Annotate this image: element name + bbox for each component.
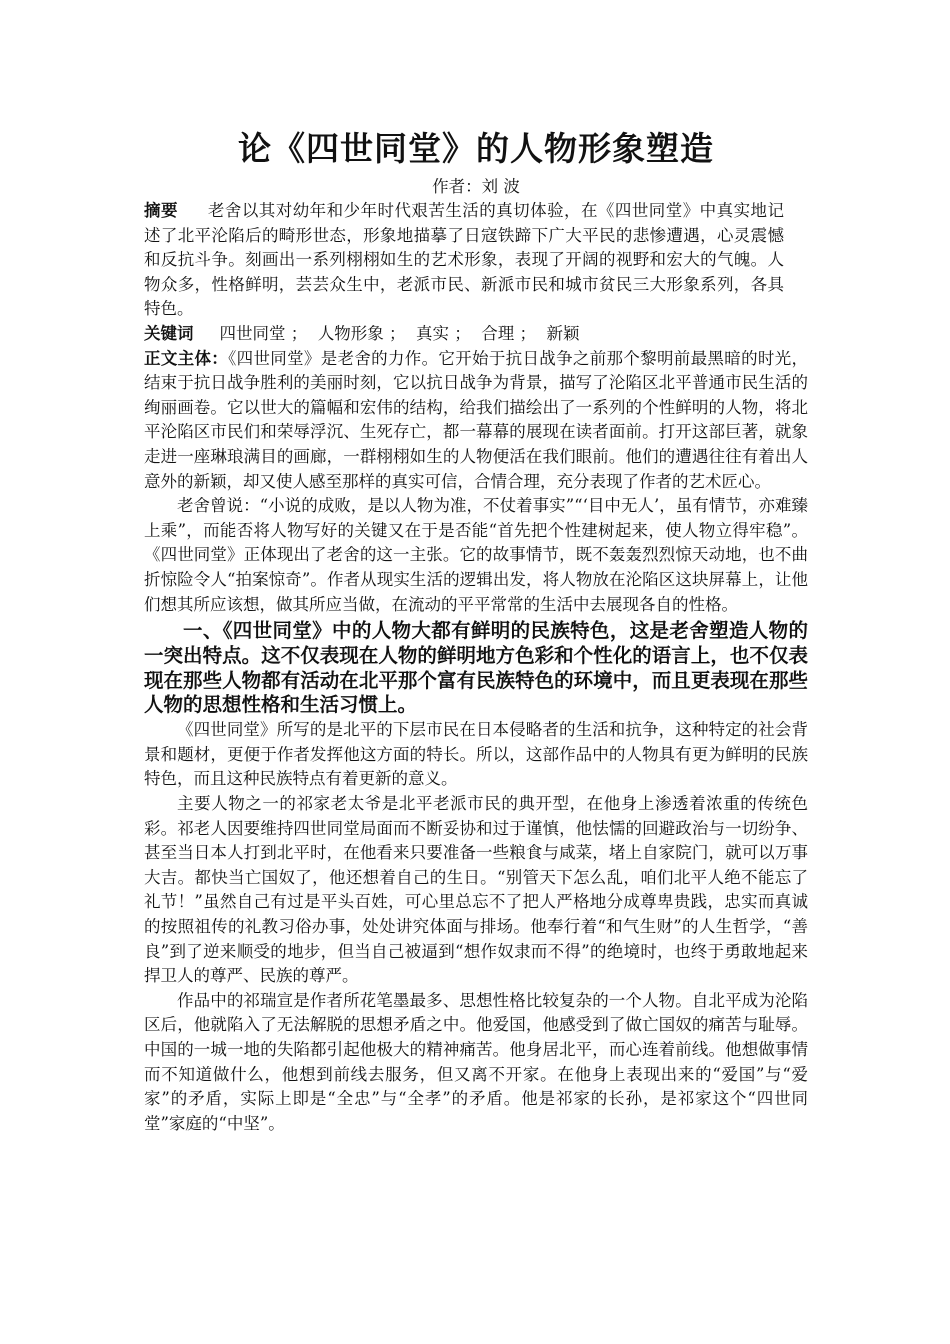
body-label: 正文主体： xyxy=(144,348,229,368)
keywords-line xyxy=(144,322,808,347)
body-paragraph: 老舍曾说：“小说的成败，是以人物为准，不仗着事实”“‘目中无人’，虽有情节，亦难臻上乘”，而能否将人物写好的关键又在于是否能“首先把个性建树起来，使人物立得牢稳”。《四世同堂》正体现出了老舍的这一主张。它的故事情节，既不轰轰烈烈惊天动地，也不曲折惊险令人“拍案惊奇”。作者从现实生活的逻辑出发，将人物放在沦陷区这块屏幕上，让他们想其所应该想，做其所应当做，在流动的平平常常的生活中去展现各自的性格。 xyxy=(144,496,808,614)
abstract-text: 老舍以其对幼年和少年时代艰苦生活的真切体验，在《四世同堂》中真实地记述了北平沦陷后的畸形世态，形象地描摹了日寇铁蹄下广大平民的悲惨遭遇，心灵震憾和反抗斗争。刻画出一系列栩栩如生的艺术形象，表现了开阔的视野和宏大的气魄。人物众多，性格鲜明，芸芸众生中，老派市民、新派市民和城市贫民三大形象系列，各具特色。 xyxy=(144,201,785,319)
body-paragraph xyxy=(144,347,808,495)
body-paragraph: 作品中的祁瑞宣是作者所花笔墨最多、思想性格比较复杂的一个人物。自北平成为沦陷区后，他就陷入了无法解脱的思想矛盾之中。他爱国，他感受到了做亡国奴的痛苦与耻辱。中国的一城一地的失陷都引起他极大的精神痛苦。他身居北平，而心连着前线。他想做事情而不知道做什么，他想到前线去服务，但又离不开家。在他身上表现出来的“爱国”与“爱家”的矛盾，实际上即是“全忠”与“全孝”的矛盾。他是祁家的长孙，是祁家这个“四世同堂”家庭的“中坚”。 xyxy=(144,990,808,1133)
abstract-label: 摘要 xyxy=(144,201,178,220)
section-heading: 一、《四世同堂》中的人物大都有鲜明的民族特色，这是老舍塑造人物的一突出特点。这不仅表现在人物的鲜明地方色彩和个性化的语言上，也不仅表现在那些人物都有活动在北平那个富有民族特色的环境中，而且更表现在那些人物的思想性格和生活习惯上。 xyxy=(144,619,808,717)
author-line: 作者：刘 波 xyxy=(432,177,520,196)
body-paragraph-text: 《四世同堂》是老舍的力作。它开始于抗日战争之前那个黎明前最黑暗的时光，结束于抗日战争胜利的美丽时刻，它以抗日战争为背景，描写了沦陷区北平普通市民生活的绚丽画卷。它以世大的篇幅和宏伟的结构，给我们描绘出了一系列的个性鲜明的人物，将北平沦陷区市民们和荣辱浮沉、生死存亡，都一幕幕的展现在读者面前。打开这部巨著，就象走进一座琳琅满目的画廊，一群栩栩如生的人物便活在我们眼前。他们的遭遇往往有着出人意外的新颖，却又使人感至那样的真实可信，合情合理，充分表现了作者的艺术匠心。 xyxy=(144,348,809,491)
body-paragraph: 《四世同堂》所写的是北平的下层市民在日本侵略者的生活和抗争，这种特定的社会背景和题材，更便于作者发挥他这方面的特长。所以，这部作品中的人物具有更为鲜明的民族特色，而且这种民族特点有着更新的意义。 xyxy=(144,720,808,789)
keywords-label: 关键词 xyxy=(144,323,194,343)
body-paragraph: 主要人物之一的祁家老太爷是北平老派市民的典开型，在他身上渗透着浓重的传统色彩。祁老人因要维持四世同堂局面而不断妥协和过于谨慎，他怯懦的回避政治与一切纷争、甚至当日本人打到北平时，在他看来只要准备一些粮食与咸菜，堵上自家院门，就可以万事大吉。都快当亡国奴了，他还想着自己的生日。“别管天下怎么乱，咱们北平人绝不能忘了礼节！”虽然自己有过是平头百姓，可心里总忘不了把人严格地分成尊卑贵践，忠实而真诚的按照祖传的礼教习俗办事，处处讲究体面与排场。他奉行着“和气生财”的人生哲学，“善良”到了逆来顺受的地步，但当自己被逼到“想作奴隶而不得”的绝境时，也终于勇敢地起来捍卫人的尊严、民族的尊严。 xyxy=(144,794,808,986)
keywords-text: 四世同堂 ； 人物形象 ； 真实 ； 合理 ； 新颖 xyxy=(219,323,580,343)
abstract-paragraph xyxy=(144,199,784,322)
document-title: 论《四世同堂》的人物形象塑造 xyxy=(238,129,714,168)
